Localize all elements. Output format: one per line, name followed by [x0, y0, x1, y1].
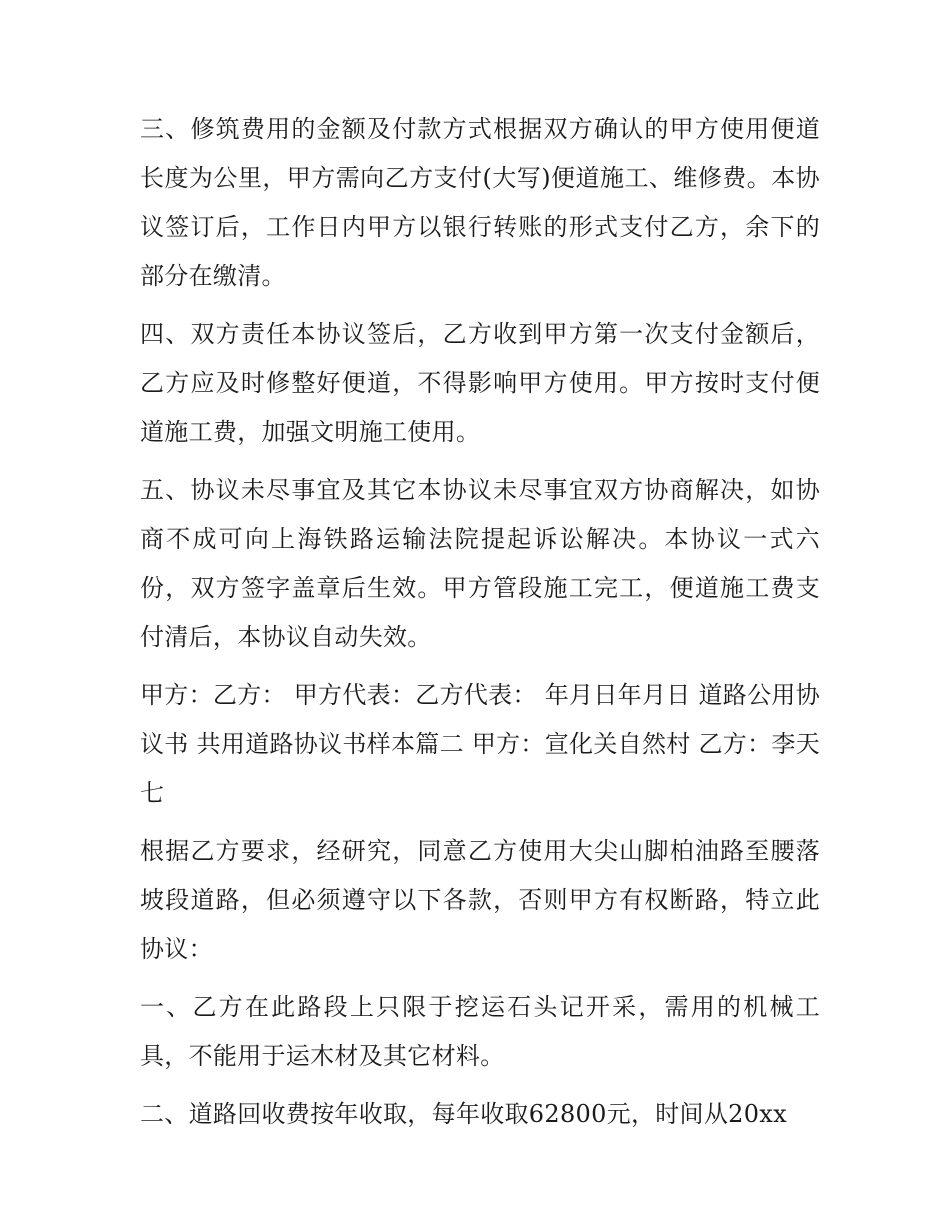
preamble-paragraph: 根据乙方要求，经研究，同意乙方使用大尖山脚柏油路至腰落坡段道路，但必须遵守以下各款，否则甲方有权断路，特立此协议：: [140, 837, 820, 963]
clause-five-paragraph: 五、协议未尽事宜及其它本协议未尽事宜双方协商解决，如协商不成可向上海铁路运输法院提起诉讼解决。本协议一式六份，双方签字盖章后生效。甲方管段施工完工，便道施工费支付清后，本协议自动失效。: [140, 476, 820, 651]
signature-and-header-paragraph: 甲方：乙方： 甲方代表：乙方代表： 年月日年月日 道路公用协议书 共用道路协议书样本篇二 甲方：宣化关自然村 乙方：李天七: [140, 681, 820, 807]
clause-four-paragraph: 四、双方责任本协议签后，乙方收到甲方第一次支付金额后，乙方应及时修整好便道，不得影响甲方使用。甲方按时支付便道施工费，加强文明施工使用。: [140, 320, 820, 446]
document-body: [140, 105, 820, 1139]
clause-three-paragraph: 三、修筑费用的金额及付款方式根据双方确认的甲方使用便道长度为公里，甲方需向乙方支付(大写)便道施工、维修费。本协议签订后，工作日内甲方以银行转账的形式支付乙方，余下的部分在缴清。: [140, 115, 820, 290]
article-two-paragraph: 二、道路回收费按年收取，每年收取62800元，时间从20xx: [140, 1100, 787, 1128]
article-one-paragraph: 一、乙方在此路段上只限于挖运石头记开采，需用的机械工具，不能用于运木材及其它材料。: [140, 993, 820, 1070]
